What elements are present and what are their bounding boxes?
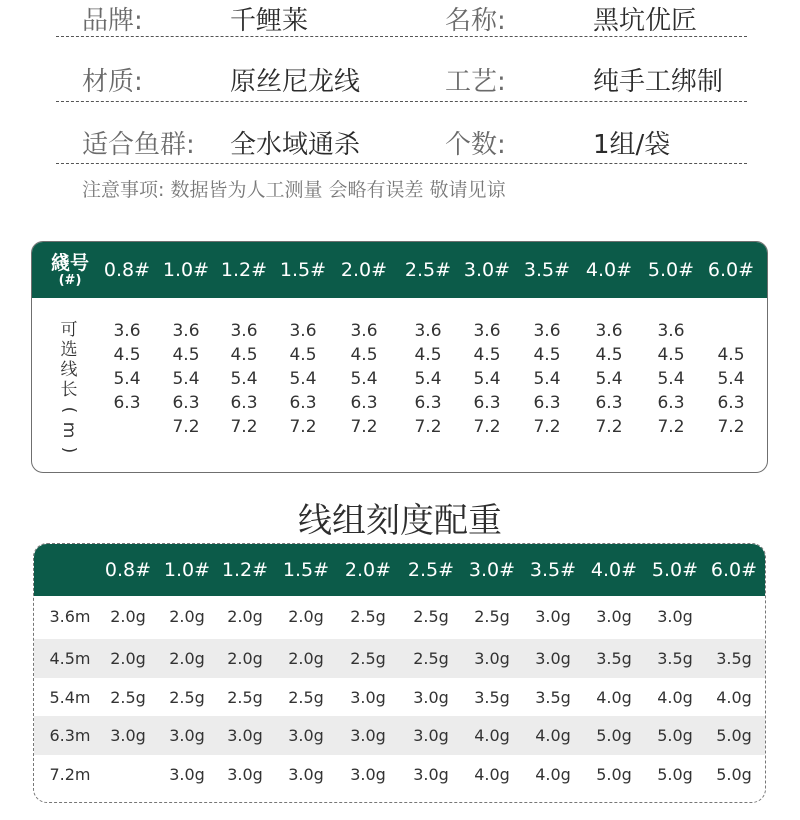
weight-value: 3.0g: [227, 765, 263, 784]
weight-value: 3.0g: [413, 688, 449, 707]
weight-value: 2.0g: [227, 607, 263, 626]
length-value: 3.6: [230, 321, 258, 341]
length-value: 7.2: [595, 417, 623, 437]
spec-row-material: [56, 37, 747, 102]
spec-row-fish: [56, 102, 747, 164]
weight-value: 3.0g: [474, 649, 510, 668]
length-value: 7.2: [657, 417, 685, 437]
weight-value: 2.5g: [288, 688, 324, 707]
length-value: 7.2: [350, 417, 378, 437]
size-header: 2.0#: [340, 259, 388, 281]
length-value: 3.6: [350, 321, 378, 341]
length-value: 3.6: [595, 321, 623, 341]
length-value: 6.3: [473, 393, 501, 413]
corner-top: 綫号: [50, 252, 89, 274]
length-value: 5.4: [717, 369, 745, 389]
weight-value: 3.0g: [535, 607, 571, 626]
weight-value: 3.0g: [350, 765, 386, 784]
weight-value: 5.0g: [657, 726, 693, 745]
weight-value: 3.0g: [350, 726, 386, 745]
weight-value: 3.0g: [169, 765, 205, 784]
label-char: 可: [60, 320, 78, 340]
length-value: 3.6: [172, 321, 200, 341]
size-header: 2.5#: [407, 559, 455, 581]
length-value: 6.3: [172, 393, 200, 413]
row-length-label: 5.4m: [49, 688, 91, 707]
size-header: 4.0#: [585, 259, 633, 281]
weight-value: 5.0g: [596, 765, 632, 784]
weight-value: 2.0g: [288, 649, 324, 668]
weight-value: 3.0g: [596, 607, 632, 626]
weight-value: 2.0g: [227, 649, 263, 668]
length-value: 3.6: [657, 321, 685, 341]
weight-value: 3.5g: [657, 649, 693, 668]
spec-value: 纯手工绑制: [593, 67, 724, 97]
weight-value: 5.0g: [716, 765, 752, 784]
weight-value: 4.0g: [596, 688, 632, 707]
length-value: 4.5: [595, 345, 623, 365]
table-row: [34, 755, 765, 794]
length-value: 6.3: [595, 393, 623, 413]
size-header: 5.0#: [647, 259, 695, 281]
length-value: 4.5: [533, 345, 561, 365]
length-value: 4.5: [414, 345, 442, 365]
row-length-label: 6.3m: [49, 726, 91, 745]
weight-value: 3.5g: [535, 688, 571, 707]
weight-value: 3.0g: [535, 649, 571, 668]
label-char: m: [59, 421, 79, 439]
length-value: 3.6: [414, 321, 442, 341]
size-header: 1.5#: [282, 559, 330, 581]
size-header: 6.0#: [707, 259, 755, 281]
length-value: 4.5: [657, 345, 685, 365]
size-header: 0.8#: [104, 559, 152, 581]
spec-value: 原丝尼龙线: [230, 67, 361, 97]
table-row: [34, 678, 765, 717]
length-value: 6.3: [533, 393, 561, 413]
length-value: 6.3: [414, 393, 442, 413]
spec-row-brand: [56, 0, 747, 37]
length-value: 5.4: [113, 369, 141, 389]
weight-value: 2.5g: [350, 607, 386, 626]
table-row: [34, 597, 765, 636]
size-header: 1.0#: [163, 559, 211, 581]
weight-value: 5.0g: [716, 726, 752, 745]
weight-value: 4.0g: [535, 765, 571, 784]
weight-value: 3.0g: [350, 688, 386, 707]
measurement-note: 注意事项: 数据皆为人工测量 会略有误差 敬请见谅: [82, 179, 506, 201]
length-value: 5.4: [172, 369, 200, 389]
table-row: [34, 716, 765, 755]
weight-value: 4.0g: [535, 726, 571, 745]
length-value: 7.2: [533, 417, 561, 437]
length-value: 5.4: [657, 369, 685, 389]
spec-value: 千鲤莱: [230, 6, 309, 36]
size-header: 2.5#: [404, 259, 452, 281]
optional-length-label: [60, 320, 78, 460]
row-length-label: 4.5m: [49, 649, 91, 668]
length-value: 4.5: [350, 345, 378, 365]
length-value: 6.3: [717, 393, 745, 413]
length-value: 7.2: [230, 417, 258, 437]
weight-value: 4.0g: [716, 688, 752, 707]
size-header: 3.0#: [463, 259, 511, 281]
size-header: 3.0#: [468, 559, 516, 581]
label-char: 选: [60, 340, 78, 360]
length-value: 5.4: [533, 369, 561, 389]
weight-value: 3.0g: [227, 726, 263, 745]
row-length-label: 3.6m: [49, 607, 91, 626]
weight-value: 3.0g: [288, 765, 324, 784]
weight-value: 3.5g: [596, 649, 632, 668]
label-char: 线: [60, 360, 78, 380]
length-value: 5.4: [414, 369, 442, 389]
length-value: 3.6: [289, 321, 317, 341]
weight-value: 2.0g: [110, 649, 146, 668]
length-value: 3.6: [113, 321, 141, 341]
spec-label: 适合鱼群:: [82, 130, 195, 160]
spec-label: 品牌:: [82, 6, 143, 36]
spec-label: 工艺:: [445, 67, 506, 97]
size-header: 1.5#: [279, 259, 327, 281]
weight-value: 2.5g: [474, 607, 510, 626]
length-value: 6.3: [657, 393, 685, 413]
size-header: 5.0#: [651, 559, 699, 581]
weight-value: 3.0g: [110, 726, 146, 745]
length-value: 3.6: [533, 321, 561, 341]
label-char: ): [59, 446, 79, 454]
spec-label: 个数:: [445, 130, 506, 160]
table-row: [34, 639, 765, 678]
weight-value: 2.5g: [169, 688, 205, 707]
size-header: 1.0#: [162, 259, 210, 281]
line-length-table: [31, 241, 768, 473]
size-header: 6.0#: [710, 559, 758, 581]
weight-value: 4.0g: [474, 726, 510, 745]
length-value: 5.4: [473, 369, 501, 389]
label-char: 长: [60, 380, 78, 400]
size-header: 1.2#: [220, 259, 268, 281]
weight-section-title: 线组刻度配重: [298, 501, 502, 541]
corner-bottom: (#): [58, 273, 82, 288]
length-value: 5.4: [289, 369, 317, 389]
weight-value: 2.5g: [227, 688, 263, 707]
weight-table: [33, 543, 766, 803]
spec-label: 名称:: [445, 6, 506, 36]
weight-value: 2.5g: [350, 649, 386, 668]
length-value: 6.3: [113, 393, 141, 413]
length-value: 5.4: [230, 369, 258, 389]
spec-value: 黑坑优匠: [593, 6, 698, 36]
length-value: 5.4: [595, 369, 623, 389]
spec-value: 1组/袋: [593, 130, 671, 160]
length-value: 4.5: [717, 345, 745, 365]
weight-value: 2.0g: [169, 607, 205, 626]
weight-value: 2.5g: [413, 649, 449, 668]
size-header: 2.0#: [344, 559, 392, 581]
size-header: 4.0#: [590, 559, 638, 581]
line-length-table-header: [32, 242, 767, 298]
weight-value: 2.5g: [413, 607, 449, 626]
weight-value: 3.0g: [657, 607, 693, 626]
spec-label: 材质:: [82, 67, 143, 97]
length-value: 6.3: [350, 393, 378, 413]
weight-value: 2.0g: [169, 649, 205, 668]
weight-value: 2.5g: [110, 688, 146, 707]
weight-table-header: [34, 544, 765, 596]
weight-value: 5.0g: [657, 765, 693, 784]
weight-value: 3.0g: [413, 726, 449, 745]
length-value: 7.2: [289, 417, 317, 437]
weight-value: 2.0g: [288, 607, 324, 626]
length-value: 7.2: [473, 417, 501, 437]
weight-value: 3.5g: [716, 649, 752, 668]
length-value: 6.3: [230, 393, 258, 413]
length-value: 6.3: [289, 393, 317, 413]
length-value: 7.2: [172, 417, 200, 437]
length-value: 7.2: [414, 417, 442, 437]
weight-value: 4.0g: [474, 765, 510, 784]
length-value: 4.5: [172, 345, 200, 365]
length-value: 7.2: [717, 417, 745, 437]
weight-value: 3.0g: [413, 765, 449, 784]
size-header: 3.5#: [529, 559, 577, 581]
length-value: 4.5: [113, 345, 141, 365]
weight-value: 3.0g: [288, 726, 324, 745]
weight-value: 3.5g: [474, 688, 510, 707]
spec-value: 全水域通杀: [230, 130, 361, 160]
size-header: 1.2#: [221, 559, 269, 581]
size-header: 3.5#: [523, 259, 571, 281]
length-value: 4.5: [473, 345, 501, 365]
length-value: 4.5: [230, 345, 258, 365]
size-header: 0.8#: [103, 259, 151, 281]
weight-value: 2.0g: [110, 607, 146, 626]
weight-value: 4.0g: [657, 688, 693, 707]
length-value: 3.6: [473, 321, 501, 341]
weight-value: 3.0g: [169, 726, 205, 745]
size-corner-label: [40, 252, 100, 288]
weight-value: 5.0g: [596, 726, 632, 745]
label-char: (: [59, 406, 79, 414]
length-value: 5.4: [350, 369, 378, 389]
row-length-label: 7.2m: [49, 765, 91, 784]
length-value: 4.5: [289, 345, 317, 365]
